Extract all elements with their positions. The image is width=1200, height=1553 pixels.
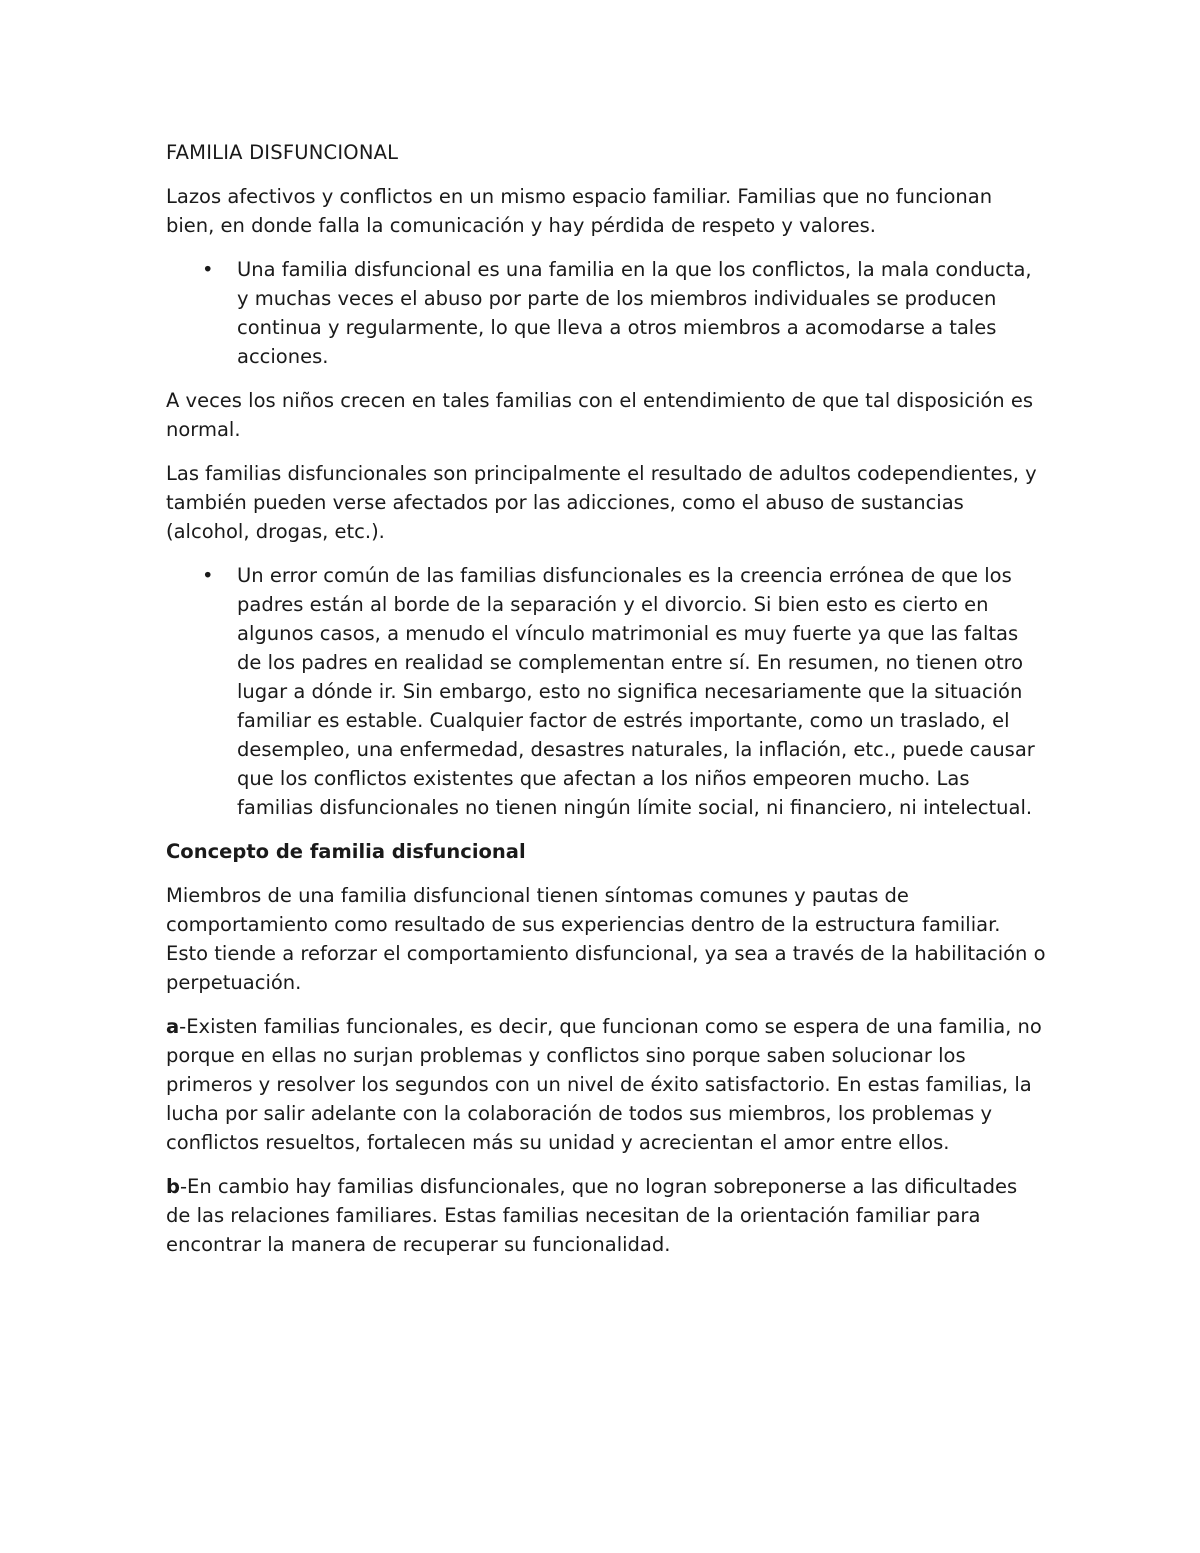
item-a-letter: a	[166, 1015, 180, 1038]
item-b-letter: b	[166, 1175, 180, 1198]
paragraph-causes: Las familias disfuncionales son principalmente el resultado de adultos codependientes, y también pueden verse afectados por las adicciones, como el abuso de sustancias (alcohol, drogas, etc.).	[166, 462, 1037, 543]
item-b-text: -En cambio hay familias disfuncionales, que no logran sobreponerse a las dificultades de las relaciones familiares. Estas familias necesitan de la orientación familiar para encontrar la manera de recuperar su funcionalidad.	[166, 1175, 1018, 1256]
bullet-text: Una familia disfuncional es una familia en la que los conflictos, la mala conducta, y muchas veces el abuso por parte de los miembros individuales se producen continua y regularmente, lo que lleva a otros miembros a acomodarse a tales acciones.	[237, 258, 1032, 368]
bullet-list-1	[166, 255, 1046, 371]
bullet-text: Un error común de las familias disfuncionales es la creencia errónea de que los padres están al borde de la separación y el divorcio. Si bien esto es cierto en algunos casos, a menudo el vínculo matrimonial es muy fuerte ya que las faltas de los padres en realidad se complementan entre sí. En resumen, no tienen otro lugar a dónde ir. Sin embargo, esto no significa necesariamente que la situación familiar es estable. Cualquier factor de estrés importante, como un traslado, el desempleo, una enfermedad, desastres naturales, la inflación, etc., puede causar que los conflictos existentes que afectan a los niños empeoren mucho. Las familias disfuncionales no tienen ningún límite social, ni financiero, ni intelectual.	[237, 564, 1035, 819]
bullet-icon: •	[202, 258, 214, 281]
concept-paragraph: Miembros de una familia disfuncional tienen síntomas comunes y pautas de comportamiento como resultado de sus experiencias dentro de la estructura familiar. Esto tiende a reforzar el comportamiento disfuncional, ya sea a través de la habilitación o perpetuación.	[166, 884, 1046, 994]
item-b-paragraph	[166, 1172, 1046, 1259]
item-a-paragraph	[166, 1012, 1046, 1157]
section-heading: Concepto de familia disfuncional	[166, 840, 526, 863]
intro-paragraph: Lazos afectivos y conflictos en un mismo espacio familiar. Familias que no funcionan bien, en donde falla la comunicación y hay pérdida de respeto y valores.	[166, 185, 993, 237]
document-title: FAMILIA DISFUNCIONAL	[166, 141, 399, 164]
bullet-icon: •	[202, 564, 214, 587]
paragraph-children: A veces los niños crecen en tales familias con el entendimiento de que tal disposición es normal.	[166, 389, 1034, 441]
item-a-text: -Existen familias funcionales, es decir, que funcionan como se espera de una familia, no porque en ellas no surjan problemas y conflictos sino porque saben solucionar los primeros y resolver los segundos con un nivel de éxito satisfactorio. En estas familias, la lucha por salir adelante con la colaboración de todos sus miembros, los problemas y conflictos resueltos, fortalecen más su unidad y acrecientan el amor entre ellos.	[166, 1015, 1042, 1154]
list-item	[166, 255, 1046, 371]
document-page	[166, 138, 1046, 1274]
list-item	[166, 561, 1046, 822]
bullet-list-2	[166, 561, 1046, 822]
